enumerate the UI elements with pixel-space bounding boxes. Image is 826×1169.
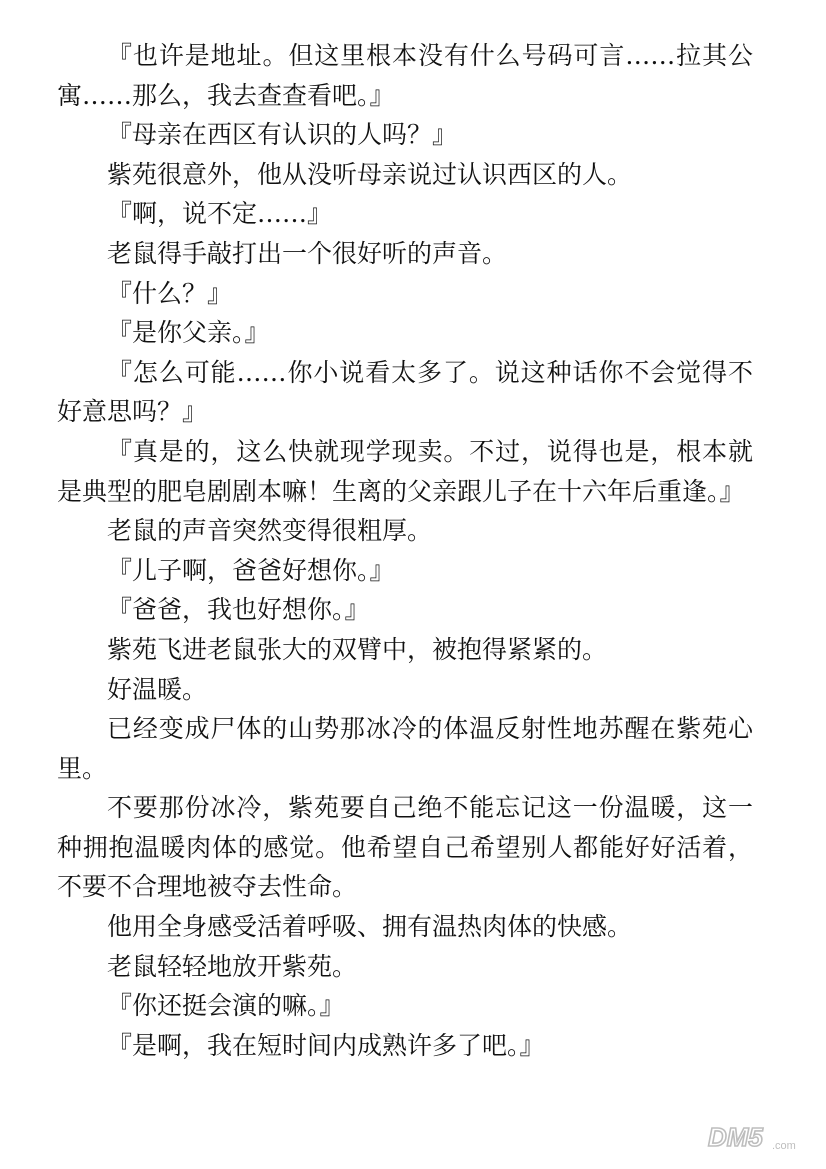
dm5-watermark-logo: [706, 1119, 810, 1155]
paragraph-13: 紫苑飞进老鼠张大的双臂中，被抱得紧紧的。: [107, 634, 608, 664]
paragraph-1: 『也许是地址。但这里根本没有什么号码可言……拉其公寓……那么，我去查查看吧。』: [57, 41, 753, 110]
paragraph-4: 『啊，说不定……』: [107, 199, 333, 229]
watermark-suffix: .com: [772, 1140, 796, 1152]
document-page: [57, 36, 753, 1136]
paragraph-17: 他用全身感受活着呼吸、拥有温热肉体的快感。: [107, 912, 633, 942]
paragraph-20: 『是啊，我在短时间内成熟许多了吧。』: [107, 1030, 545, 1060]
paragraph-8: 『怎么可能……你小说看太多了。说这种话你不会觉得不好意思吗？』: [57, 357, 753, 427]
paragraph-10: 老鼠的声音突然变得很粗厚。: [107, 516, 433, 546]
paragraph-5: 老鼠得手敲打出一个很好听的声音。: [107, 238, 508, 268]
paragraph-12: 『爸爸，我也好想你。』: [107, 595, 370, 625]
paragraph-19: 『你还挺会演的嘛。』: [107, 991, 345, 1021]
paragraph-9: 『真是的，这么快就现学现卖。不过，说得也是，根本就是典型的肥皂剧剧本嘛！生离的父亲跟儿子在十六年后重逢。』: [57, 436, 753, 506]
paragraph-15: 已经变成尸体的山势那冰冷的体温反射性地苏醒在紫苑心里。: [57, 714, 753, 783]
paragraph-14: 好温暖。: [107, 674, 208, 704]
paragraph-6: 『什么？』: [107, 278, 233, 308]
paragraph-3: 紫苑很意外，他从没听母亲说过认识西区的人。: [107, 159, 633, 189]
paragraph-11: 『儿子啊，爸爸好想你。』: [107, 555, 395, 585]
paragraph-2: 『母亲在西区有认识的人吗？』: [107, 120, 458, 150]
paragraph-7: 『是你父亲。』: [107, 318, 270, 348]
paragraph-16: 不要那份冰冷，紫苑要自己绝不能忘记这一份温暖，这一种拥抱温暖肉体的感觉。他希望自己希望别人都能好好活着，不要不合理地被夺去性命。: [57, 793, 753, 902]
watermark-text: DM5: [708, 1122, 763, 1152]
paragraph-18: 老鼠轻轻地放开紫苑。: [107, 951, 358, 981]
